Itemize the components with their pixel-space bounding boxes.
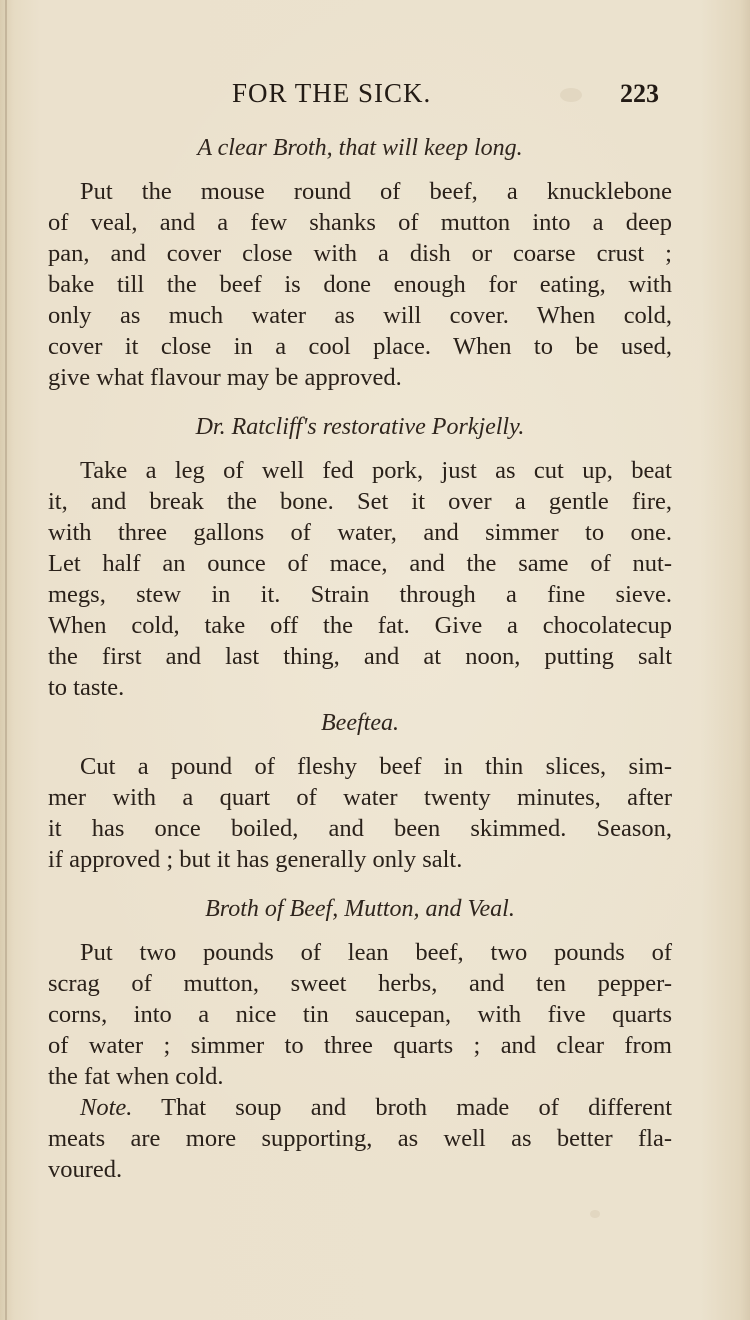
running-head-title: FOR THE SICK. bbox=[232, 78, 432, 108]
text-line: voured. bbox=[48, 1156, 123, 1183]
text-line: only as much water as will cover. When cold, bbox=[48, 302, 672, 329]
text-line: it, and break the bone. Set it over a gentle fire, bbox=[48, 488, 672, 515]
recipe-paragraph bbox=[48, 176, 672, 393]
text-line: with three gallons of water, and simmer to one. bbox=[48, 519, 672, 546]
text-line: megs, stew in it. Strain through a fine sieve. bbox=[48, 581, 672, 608]
recipe-heading: Beeftea. bbox=[321, 710, 399, 736]
text-line bbox=[48, 1092, 672, 1123]
text-line: of water ; simmer to three quarts ; and clear from bbox=[48, 1032, 672, 1059]
recipe-paragraph bbox=[48, 937, 672, 1092]
page-gutter bbox=[5, 0, 7, 1320]
note-label: Note. bbox=[80, 1094, 133, 1121]
text-line: When cold, take off the fat. Give a chocolatecup bbox=[48, 612, 672, 639]
text-line: to taste. bbox=[48, 674, 125, 701]
paper-stain bbox=[590, 1210, 600, 1218]
recipe-paragraph bbox=[48, 455, 672, 703]
page-body bbox=[48, 132, 672, 1185]
text-line: the fat when cold. bbox=[48, 1063, 224, 1090]
text-line: pan, and cover close with a dish or coarse crust ; bbox=[48, 240, 672, 267]
page-number: 223 bbox=[620, 79, 659, 108]
text-line: corns, into a nice tin saucepan, with five quarts bbox=[48, 1001, 672, 1028]
text-line: meats are more supporting, as well as better fla- bbox=[48, 1125, 672, 1152]
recipe-heading: A clear Broth, that will keep long. bbox=[197, 135, 523, 161]
recipe-paragraph bbox=[48, 751, 672, 875]
recipe-heading: Dr. Ratcliff's restorative Porkjelly. bbox=[195, 414, 525, 440]
text-line: the first and last thing, and at noon, putting salt bbox=[48, 643, 672, 670]
text-line: scrag of mutton, sweet herbs, and ten pepper- bbox=[48, 970, 672, 997]
text-line: it has once boiled, and been skimmed. Season, bbox=[48, 815, 672, 842]
text-line: Cut a pound of fleshy beef in thin slices, sim- bbox=[80, 753, 672, 780]
text-line: give what flavour may be approved. bbox=[48, 364, 402, 391]
running-head bbox=[0, 78, 750, 110]
text-line: Put the mouse round of beef, a knucklebone bbox=[80, 178, 672, 205]
text-line: if approved ; but it has generally only salt. bbox=[48, 846, 463, 873]
text-line: of veal, and a few shanks of mutton into a deep bbox=[48, 209, 672, 236]
text-line: bake till the beef is done enough for eating, with bbox=[48, 271, 672, 298]
recipe-heading: Broth of Beef, Mutton, and Veal. bbox=[205, 896, 515, 922]
note-paragraph bbox=[48, 1092, 672, 1185]
text-line: cover it close in a cool place. When to be used, bbox=[48, 333, 672, 360]
text-line: Take a leg of well fed pork, just as cut up, beat bbox=[80, 457, 672, 484]
note-text: That soup and broth made of different bbox=[161, 1094, 672, 1121]
text-line: mer with a quart of water twenty minutes, after bbox=[48, 784, 672, 811]
text-line: Let half an ounce of mace, and the same of nut- bbox=[48, 550, 672, 577]
text-line: Put two pounds of lean beef, two pounds of bbox=[80, 939, 672, 966]
